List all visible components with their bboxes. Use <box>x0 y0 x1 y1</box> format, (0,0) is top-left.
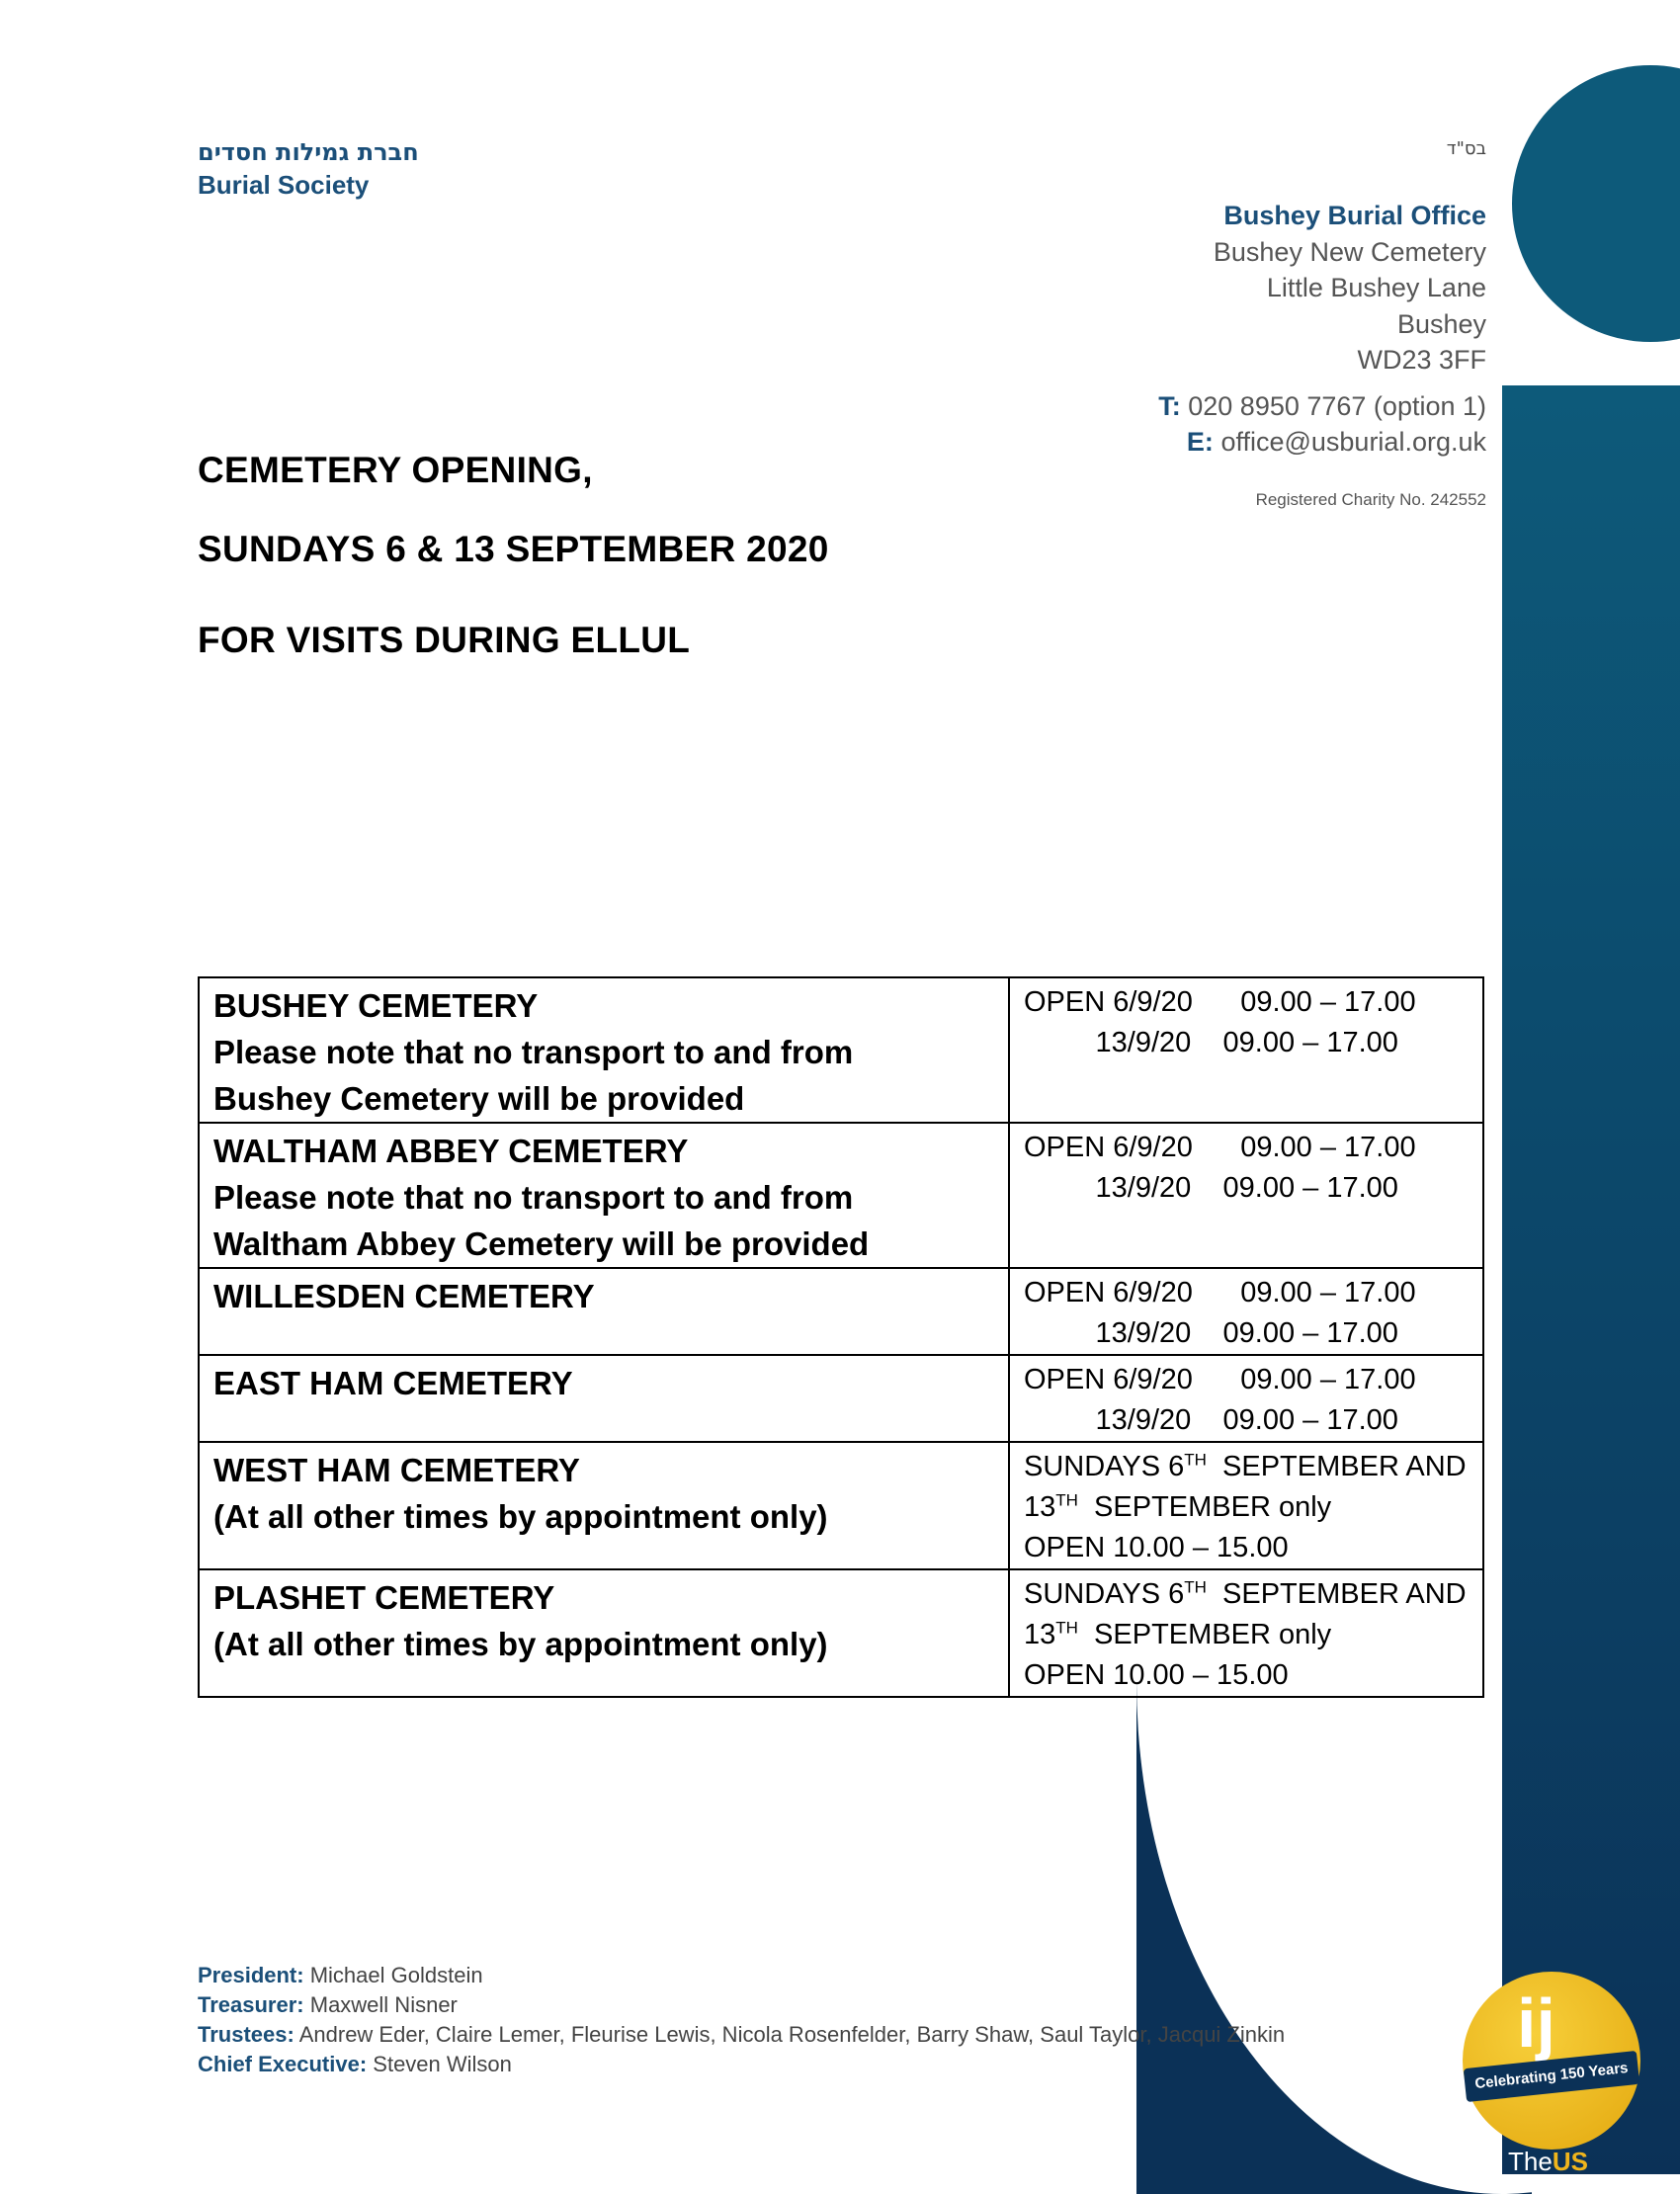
times-cell <box>1009 1268 1483 1355</box>
cemetery-cell <box>199 977 1009 1123</box>
cemetery-name: WILLESDEN CEMETERY <box>213 1278 595 1314</box>
sundays-text: 13 <box>1024 1491 1056 1523</box>
times-cell <box>1009 977 1483 1123</box>
cemetery-name: WALTHAM ABBEY CEMETERY <box>213 1133 689 1169</box>
address-line: Bushey <box>1396 308 1486 339</box>
time-line: OPEN 10.00 – 15.00 <box>1024 1532 1289 1563</box>
times-cell <box>1009 1569 1483 1697</box>
sundays-text: SEPTEMBER AND <box>1206 1451 1467 1482</box>
ordinal-suffix: TH <box>1055 1490 1078 1510</box>
title-line-2: SUNDAYS 6 & 13 SEPTEMBER 2020 <box>198 529 829 569</box>
sundays-text: 13 <box>1024 1619 1056 1650</box>
treasurer-name: Maxwell Nisner <box>303 1992 458 2017</box>
president-name: Michael Goldstein <box>303 1963 483 1987</box>
sundays-text: SUNDAYS 6 <box>1024 1578 1185 1610</box>
us-logo-icon: ij <box>1517 1984 1555 2062</box>
time-line: OPEN 10.00 – 15.00 <box>1024 1659 1289 1691</box>
table-row <box>199 1442 1483 1569</box>
contact-details <box>1158 388 1486 460</box>
cemetery-note: Please note that no transport to and from <box>213 1034 854 1070</box>
society-name: Burial Society <box>198 170 370 200</box>
treasurer-label: Treasurer: <box>198 1992 304 2017</box>
table-row <box>199 1569 1483 1697</box>
cemetery-note: Please note that no transport to and from <box>213 1179 854 1216</box>
title-line-1: CEMETERY OPENING, <box>198 450 593 490</box>
cemetery-name: BUSHEY CEMETERY <box>213 987 539 1024</box>
time-line: OPEN 6/9/20 09.00 – 17.00 <box>1024 1277 1416 1308</box>
table-row <box>199 1123 1483 1268</box>
title-line-3: FOR VISITS DURING ELLUL <box>198 620 691 660</box>
phone-label: T: <box>1158 391 1181 421</box>
times-cell <box>1009 1442 1483 1569</box>
officers-footer <box>198 1961 1285 2079</box>
ceo-name: Steven Wilson <box>367 2052 512 2076</box>
cemetery-name: PLASHET CEMETERY <box>213 1579 555 1616</box>
society-logo <box>198 138 419 201</box>
sundays-text: SEPTEMBER only <box>1077 1491 1332 1523</box>
time-line: 13/9/20 09.00 – 17.00 <box>1024 1027 1398 1058</box>
bsd-mark: בס"ד <box>1446 138 1486 159</box>
phone-number[interactable]: 020 8950 7767 (option 1) <box>1188 391 1486 421</box>
trustees-names: Andrew Eder, Claire Lemer, Fleurise Lewis, Nicola Rosenfelder, Barry Shaw, Saul Taylor, Jacqui Zinkin <box>294 2022 1286 2047</box>
cemetery-cell <box>199 1268 1009 1355</box>
president-label: President: <box>198 1963 304 1987</box>
cemetery-cell <box>199 1355 1009 1442</box>
times-cell <box>1009 1123 1483 1268</box>
cemetery-name: WEST HAM CEMETERY <box>213 1452 580 1488</box>
address-line: Bushey New Cemetery <box>1213 236 1486 267</box>
sundays-text: SUNDAYS 6 <box>1024 1451 1185 1482</box>
time-line: 13/9/20 09.00 – 17.00 <box>1024 1172 1398 1204</box>
anniversary-ribbon: Celebrating 150 Years <box>1464 2051 1640 2102</box>
ordinal-suffix: TH <box>1055 1618 1078 1638</box>
decorative-circle <box>1512 65 1680 342</box>
sundays-text: SEPTEMBER only <box>1077 1619 1332 1650</box>
address-line: WD23 3FF <box>1357 345 1486 375</box>
time-line <box>1024 1615 1469 1655</box>
time-line <box>1024 1447 1469 1487</box>
brand-wordmark <box>1508 2147 1588 2177</box>
brand-text: The <box>1508 2147 1553 2176</box>
office-address <box>1214 198 1486 379</box>
decorative-curve <box>1136 1680 1532 2194</box>
time-line: OPEN 6/9/20 09.00 – 17.00 <box>1024 1364 1416 1395</box>
table-row <box>199 1268 1483 1355</box>
cemetery-note: Bushey Cemetery will be provided <box>213 1080 745 1117</box>
time-line: OPEN 6/9/20 09.00 – 17.00 <box>1024 1132 1416 1163</box>
ordinal-suffix: TH <box>1184 1450 1207 1470</box>
table-row <box>199 1355 1483 1442</box>
email-label: E: <box>1186 427 1214 457</box>
cemetery-name: EAST HAM CEMETERY <box>213 1365 573 1401</box>
table-row <box>199 977 1483 1123</box>
times-cell <box>1009 1355 1483 1442</box>
cemetery-cell <box>199 1442 1009 1569</box>
cemetery-cell <box>199 1569 1009 1697</box>
time-line: OPEN 6/9/20 09.00 – 17.00 <box>1024 986 1416 1018</box>
time-line <box>1024 1574 1469 1615</box>
time-line <box>1024 1487 1469 1528</box>
time-line: 13/9/20 09.00 – 17.00 <box>1024 1317 1398 1349</box>
ceo-label: Chief Executive: <box>198 2052 368 2076</box>
ordinal-suffix: TH <box>1184 1577 1207 1597</box>
hebrew-society-name: חברת גמילות חסדים <box>198 138 419 166</box>
cemetery-note: (At all other times by appointment only) <box>213 1626 828 1662</box>
opening-schedule-table <box>198 976 1484 1698</box>
charity-number: Registered Charity No. 242552 <box>1255 490 1486 509</box>
brand-text-highlight: US <box>1552 2147 1588 2176</box>
sundays-text: SEPTEMBER AND <box>1206 1578 1467 1610</box>
time-line: 13/9/20 09.00 – 17.00 <box>1024 1404 1398 1436</box>
cemetery-note: Waltham Abbey Cemetery will be provided <box>213 1225 870 1262</box>
trustees-label: Trustees: <box>198 2022 294 2047</box>
cemetery-cell <box>199 1123 1009 1268</box>
email-address[interactable]: office@usburial.org.uk <box>1220 427 1486 457</box>
address-line: Little Bushey Lane <box>1266 273 1486 302</box>
office-name: Bushey Burial Office <box>1223 201 1486 230</box>
cemetery-note: (At all other times by appointment only) <box>213 1498 828 1535</box>
